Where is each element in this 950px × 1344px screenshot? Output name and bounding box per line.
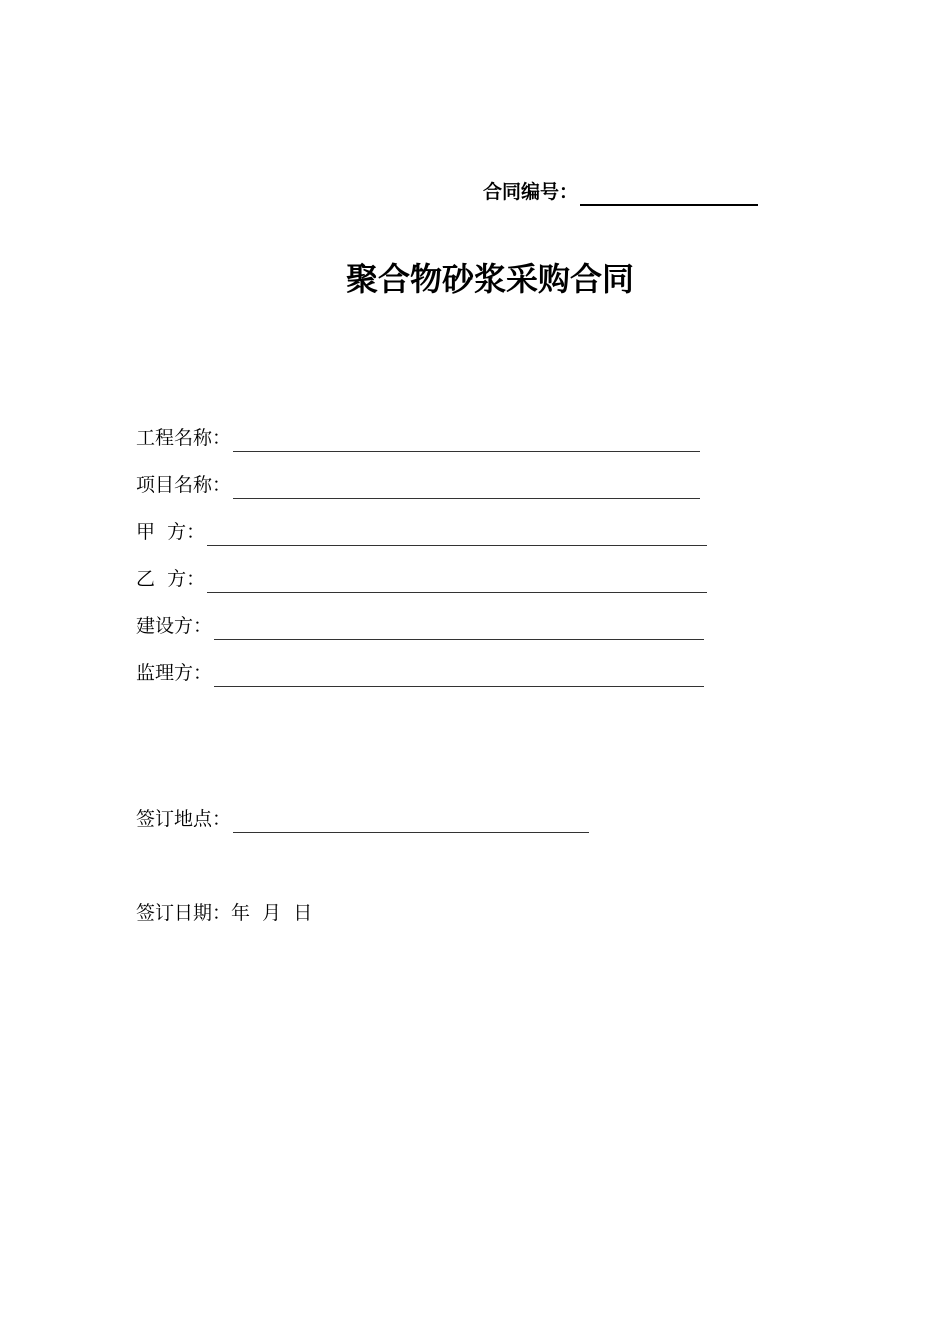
project-name-blank[interactable] — [233, 429, 700, 452]
contract-number — [483, 178, 758, 206]
project-name-field — [136, 422, 700, 452]
item-name-label: 项目名称： — [136, 474, 232, 496]
builder-field — [136, 610, 704, 640]
party-b-label: 乙 方： — [136, 568, 206, 590]
sign-place-label: 签订地点： — [136, 808, 232, 830]
sign-date-row — [136, 898, 312, 928]
contract-number-blank[interactable] — [580, 179, 758, 206]
builder-label: 建设方： — [136, 615, 213, 637]
sign-date-day: 日 — [293, 902, 313, 924]
document-title: 聚合物砂浆采购合同 — [345, 260, 634, 298]
sign-date-gap-1 — [250, 898, 262, 928]
supervisor-blank[interactable] — [214, 664, 704, 687]
builder-blank[interactable] — [214, 617, 704, 640]
sign-place-field — [136, 803, 589, 833]
item-name-field — [136, 469, 700, 499]
party-a-blank[interactable] — [207, 523, 707, 546]
contract-number-label: 合同编号： — [483, 181, 579, 203]
sign-date-label: 签订日期： — [136, 902, 232, 924]
supervisor-label: 监理方： — [136, 662, 213, 684]
item-name-blank[interactable] — [233, 476, 700, 499]
party-a-label: 甲 方： — [136, 521, 206, 543]
sign-date-gap-2 — [281, 898, 293, 928]
project-name-label: 工程名称： — [136, 427, 232, 449]
supervisor-field — [136, 657, 704, 687]
sign-date-year: 年 — [231, 902, 251, 924]
sign-place-blank[interactable] — [233, 810, 589, 833]
party-b-blank[interactable] — [207, 570, 707, 593]
party-a-field — [136, 516, 707, 546]
party-b-field — [136, 563, 707, 593]
sign-date-month: 月 — [262, 902, 282, 924]
